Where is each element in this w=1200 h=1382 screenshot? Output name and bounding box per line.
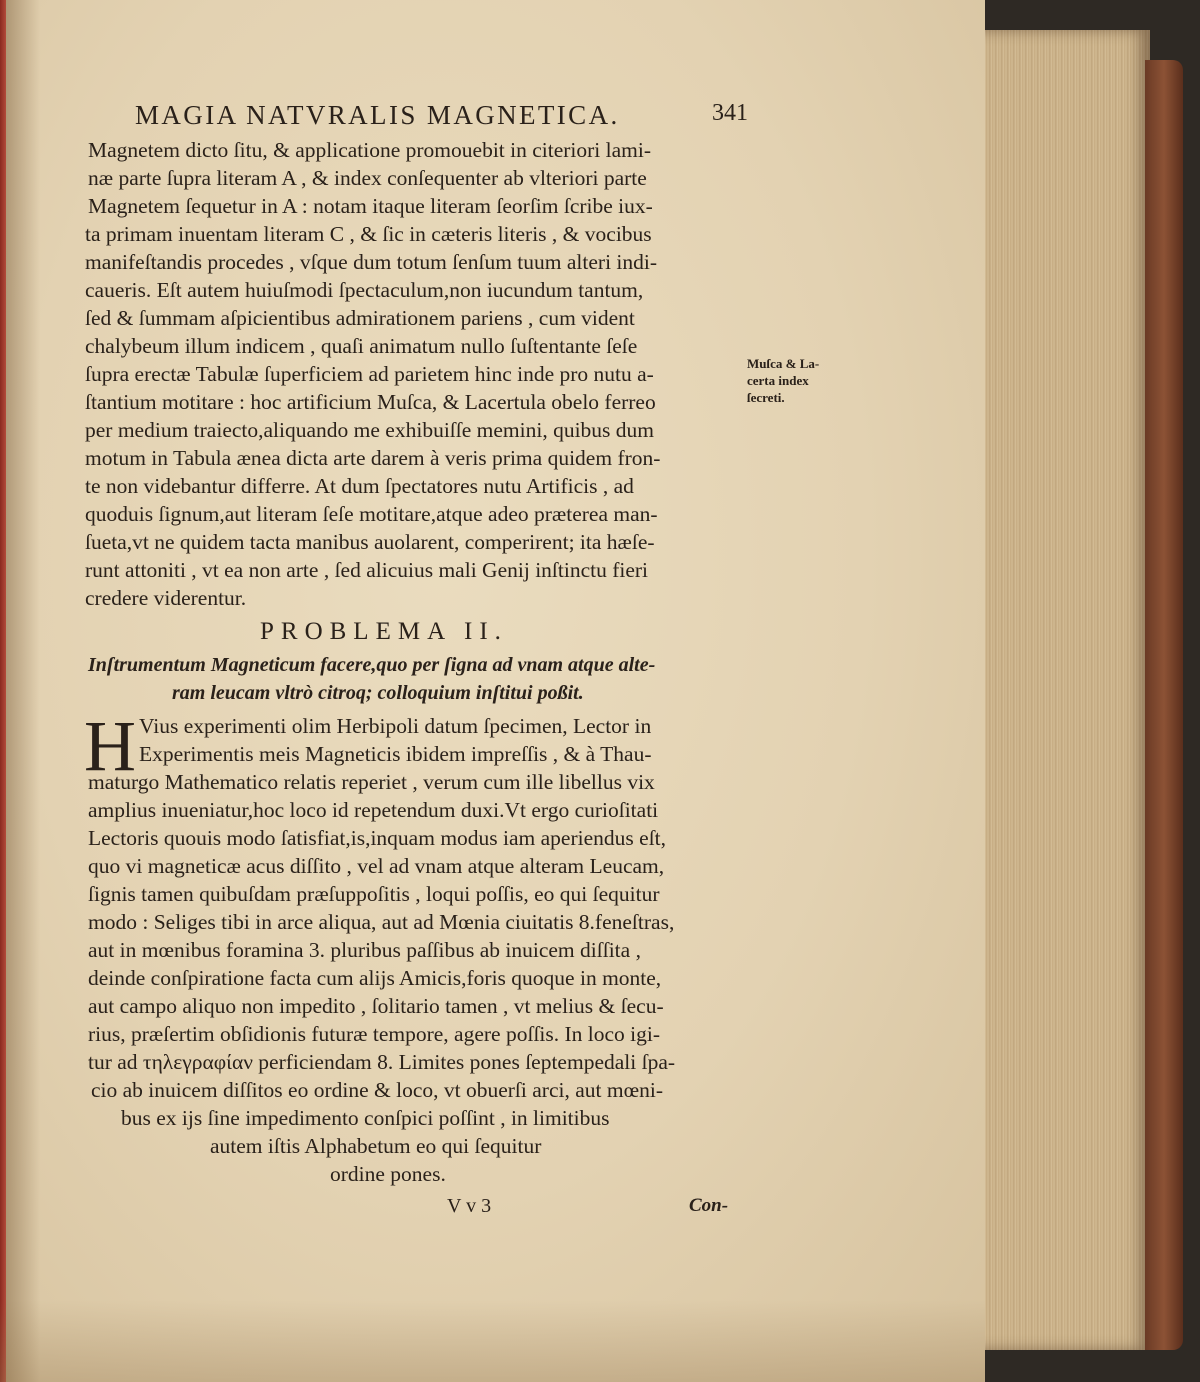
text-line: Magnetem ſequetur in A : notam itaque literam ſeorſim ſcribe iux-: [88, 194, 653, 218]
text-line: næ parte ſupra literam A , & index conſequenter ab vlteriori parte: [88, 166, 647, 190]
text-line: ſueta,vt ne quidem tacta manibus auolarent, comperirent; ita hæſe-: [85, 530, 655, 554]
margin-note-line: certa index: [747, 373, 809, 388]
section-heading: PROBLEMA II.: [260, 618, 508, 645]
text-line: bus ex ijs ſine impedimento conſpici poſſint , in limitibus: [121, 1106, 610, 1130]
text-line: chalybeum illum indicem , quaſi animatum nullo ſuſtentante ſeſe: [85, 334, 638, 358]
book-cover-edge: [1145, 60, 1183, 1350]
text-line: Vius experimenti olim Herbipoli datum ſpecimen, Lector in: [139, 714, 652, 738]
text-line: te non videbantur differre. At dum ſpectatores nutu Artificis , ad: [85, 474, 634, 498]
text-line: Magnetem dicto ſitu, & applicatione promouebit in citeriori lami-: [88, 138, 652, 162]
page-edges: [975, 30, 1150, 1350]
text-line: ſupra erectæ Tabulæ ſuperficiem ad parietem hinc inde pro nutu a-: [85, 362, 654, 386]
text-line: motum in Tabula ænea dicta arte darem à veris prima quidem fron-: [85, 446, 661, 470]
text-line: aut campo aliquo non impedito , ſolitario tamen , vt melius & ſecu-: [88, 994, 664, 1018]
drop-cap: H: [84, 706, 136, 786]
section-subtitle: Inſtrumentum Magneticum facere,quo per ſigna ad vnam atque alte-: [88, 654, 656, 676]
catchword: Con-: [689, 1195, 729, 1216]
text-line: aut in mœnibus foramina 3. pluribus paſſibus ab inuicem diſſita ,: [88, 938, 641, 962]
text-line: rius, præſertim obſidionis futuræ tempore, agere poſſis. In loco igi-: [88, 1022, 661, 1046]
margin-note: [747, 355, 847, 406]
page-shade: [0, 1300, 985, 1382]
text-line: per medium traiecto,aliquando me exhibuiſſe memini, quibus dum: [85, 418, 655, 442]
text-line: amplius inueniatur,hoc loco id repetendum duxi.Vt ergo curioſitati: [88, 798, 659, 822]
margin-note-line: Muſca & La-: [747, 356, 820, 371]
text-line: tur ad τηλεγραφίαν perficiendam 8. Limites pones ſeptempedali ſpa-: [88, 1050, 676, 1074]
text-line: autem iſtis Alphabetum eo qui ſequitur: [210, 1134, 542, 1158]
margin-note-line: ſecreti.: [747, 390, 785, 405]
text-line: ta primam inuentam literam C , & ſic in cæteris literis , & vocibus: [85, 222, 652, 246]
spine-edge: [0, 0, 6, 1382]
text-line: ſtantium motitare : hoc artificium Muſca, & Lacertula obelo ferreo: [85, 390, 656, 414]
text-line: credere viderentur.: [85, 586, 247, 610]
running-head: MAGIA NATVRALIS MAGNETICA.: [135, 100, 620, 130]
text-line: ordine pones.: [330, 1162, 446, 1186]
text-line: ſed & ſummam aſpicientibus admirationem pariens , cum vident: [85, 306, 635, 330]
text-line: caueris. Eſt autem huiuſmodi ſpectaculum,non iucundum tantum,: [85, 278, 644, 302]
text-line: Lectoris quouis modo ſatisfiat,is,inquam modus iam aperiendus eſt,: [88, 826, 667, 850]
signature-mark: V v 3: [447, 1195, 492, 1217]
page-number: 341: [712, 100, 748, 126]
text-line: manifeſtandis procedes , vſque dum totum ſenſum tuum alteri indi-: [85, 250, 658, 274]
text-line: deinde conſpiratione facta cum alijs Amicis,foris quoque in monte,: [88, 966, 662, 990]
text-line: quo vi magneticæ acus diſſito , vel ad vnam atque alteram Leucam,: [88, 854, 665, 878]
text-line: Experimentis meis Magneticis ibidem impreſſis , & à Thau-: [139, 742, 652, 766]
text-line: quoduis ſignum,aut literam ſeſe motitare,atque adeo præterea man-: [85, 502, 658, 526]
text-line: runt attoniti , vt ea non arte , ſed alicuius mali Genij inſtinctu fieri: [85, 558, 649, 582]
text-line: cio ab inuicem diſſitos eo ordine & loco, vt obuerſi arci, aut mœni-: [91, 1078, 663, 1102]
gutter-shadow: [0, 0, 40, 1382]
text-line: modo : Seliges tibi in arce aliqua, aut ad Mœnia ciuitatis 8.feneſtras,: [88, 910, 675, 934]
section-subtitle: ram leucam vltrò citroq; colloquium inſtitui poßit.: [172, 682, 584, 704]
text-line: maturgo Mathematico relatis reperiet , verum cum ille libellus vix: [88, 770, 655, 794]
text-line: ſignis tamen quibuſdam præſuppoſitis , loqui poſſis, eo qui ſequitur: [88, 882, 660, 906]
